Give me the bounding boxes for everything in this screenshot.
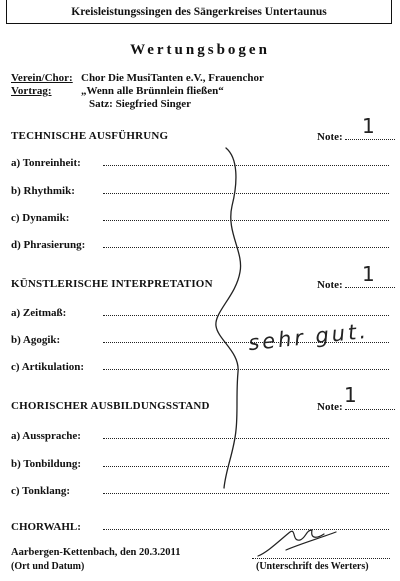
verein-value: Chor Die MusiTanten e.V., Frauenchor [81, 72, 264, 84]
row-aussprache: a) Aussprache: [11, 429, 395, 442]
vortrag-label: Vortrag: [11, 85, 52, 97]
signature-icon [258, 530, 336, 556]
place-date: Aarbergen-Kettenbach, den 20.3.2011 [11, 547, 181, 558]
verein-label: Verein/Chor: [11, 72, 73, 84]
grade-ausbildung: 1 [344, 383, 357, 407]
section-title-technik: TECHNISCHE AUSFÜHRUNG [11, 130, 169, 142]
row-chorwahl: CHORWAHL: [11, 520, 395, 533]
section-title-ausbildung: CHORISCHER AUSBILDUNGSSTAND [11, 400, 210, 412]
note-ausbildung: Note: [317, 400, 395, 413]
row-phrasierung: d) Phrasierung: [11, 238, 395, 251]
satz-value: Satz: Siegfried Singer [89, 98, 192, 110]
grade-interpretation: 1 [362, 262, 375, 286]
row-tonklang: c) Tonklang: [11, 484, 395, 497]
signature-caption: (Unterschrift des Werters) [256, 561, 369, 572]
row-tonbildung: b) Tonbildung: [11, 457, 395, 470]
row-tonreinheit: a) Tonreinheit: [11, 156, 395, 169]
grade-technik: 1 [362, 114, 375, 138]
note-label: Note: [317, 131, 343, 143]
header-text: Kreisleistungssingen des Sängerkreises Untertaunus [71, 5, 327, 18]
handwritten-comment: sehr gut. [247, 318, 370, 356]
row-artikulation: c) Artikulation: [11, 360, 395, 373]
place-date-caption: (Ort und Datum) [11, 561, 85, 572]
row-zeitmass: a) Zeitmaß: [11, 306, 395, 319]
page-title: Wertungsbogen [130, 42, 270, 58]
row-dynamik: c) Dynamik: [11, 211, 395, 224]
section-title-interpretation: KÜNSTLERISCHE INTERPRETATION [11, 278, 213, 290]
row-rhythmik: b) Rhythmik: [11, 184, 395, 197]
row-agogik: b) Agogik: [11, 333, 395, 346]
curly-brace-icon [216, 148, 241, 488]
note-interpretation: Note: [317, 278, 395, 291]
vortrag-value: „Wenn alle Brünnlein fließen“ [81, 85, 224, 97]
